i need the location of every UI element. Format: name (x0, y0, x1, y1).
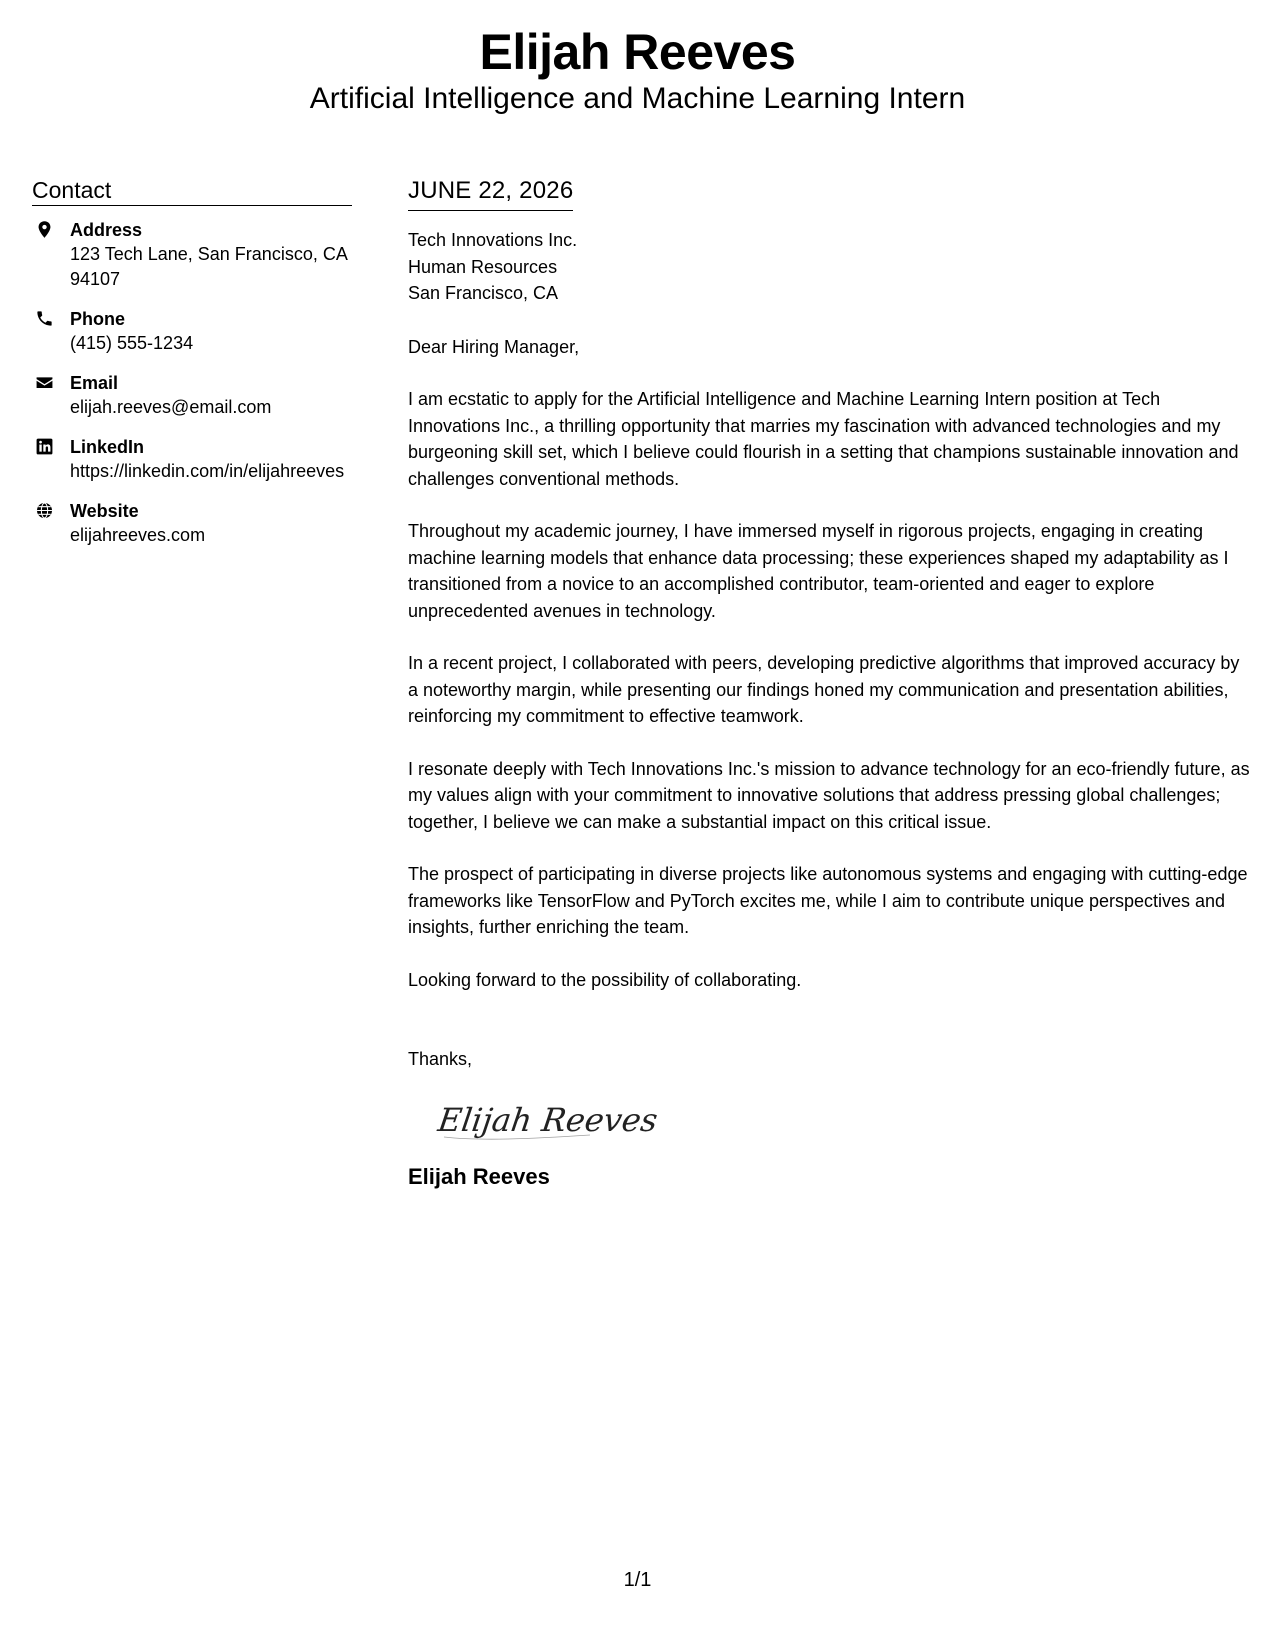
phone-value: (415) 555-1234 (70, 333, 194, 353)
linkedin-value: https://linkedin.com/in/elijahreeves (70, 461, 345, 481)
letter-paragraph: I resonate deeply with Tech Innovations Inc.'s mission to advance technology for an eco-friendly future, as my values align with your commitment to innovative solutions that address pressing global challenges; together, I believe we can make a substantial impact on this critical issue. (408, 758, 1250, 832)
contact-sidebar (32, 176, 352, 563)
signed-name: Elijah Reeves (408, 1163, 550, 1189)
closing: Thanks, (408, 1049, 473, 1069)
letter-paragraph: The prospect of participating in diverse projects like autonomous systems and engaging with cutting-edge frameworks like TensorFlow and PyTorch excites me, while I aim to contribute unique perspectives and insights, further enriching the team. (408, 864, 1248, 937)
address-value: 123 Tech Lane, San Francisco, CA 94107 (70, 244, 347, 289)
letter-paragraph: Throughout my academic journey, I have immersed myself in rigorous projects, engaging in creating machine learning models that enhance data processing; these experiences shaped my adaptability as I transitioned from a novice to an accomplished contributor, team-oriented and eager to explore unprecedented avenues in technology. (408, 521, 1229, 621)
page-number: 1/1 (623, 1569, 652, 1591)
phone-label: Phone (70, 309, 126, 329)
website-value: elijahreeves.com (70, 525, 206, 545)
contact-email (32, 371, 352, 420)
phone-icon (35, 309, 54, 328)
letter-paragraph: In a recent project, I collaborated with peers, developing predictive algorithms that improved accuracy by a noteworthy margin, while presenting our findings honed my communication and presentation abilities, reinforcing my commitment to effective teamwork. (408, 653, 1240, 726)
website-label: Website (70, 501, 139, 521)
salutation: Dear Hiring Manager, (408, 336, 580, 357)
globe-icon (35, 501, 54, 520)
linkedin-label: LinkedIn (70, 437, 145, 457)
linkedin-icon (35, 437, 54, 456)
recipient-department: Human Resources (408, 256, 558, 277)
signature-script: Elijah Reeves (435, 1100, 661, 1139)
email-label: Email (70, 373, 119, 393)
job-title: Artificial Intelligence and Machine Learning Intern (309, 82, 966, 115)
recipient-company: Tech Innovations Inc. (408, 230, 578, 250)
email-value: elijah.reeves@email.com (70, 397, 272, 417)
header (0, 22, 1275, 117)
letter-paragraph: Looking forward to the possibility of collaborating. (408, 969, 802, 990)
recipient-location: San Francisco, CA (408, 283, 559, 303)
map-pin-icon (35, 220, 54, 239)
letter-date: JUNE 22, 2026 (408, 176, 573, 211)
contact-linkedin (32, 435, 352, 484)
recipient-block (408, 227, 1253, 307)
handwritten-signature (435, 1095, 661, 1145)
cover-letter (408, 176, 1253, 1191)
letter-paragraph: I am ecstatic to apply for the Artificial Intelligence and Machine Learning Intern position at Tech Innovations Inc., a thrilling opportunity that marries my fascination with advanced technologies and my burgeoning skill set, which I believe could flourish in a setting that champions sustainable innovation and challenges conventional methods. (408, 389, 1239, 489)
contact-heading: Contact (32, 176, 352, 206)
envelope-icon (35, 373, 54, 392)
contact-address (32, 218, 352, 292)
contact-phone (32, 307, 352, 356)
applicant-name: Elijah Reeves (479, 24, 796, 80)
contact-website (32, 499, 352, 548)
address-label: Address (70, 220, 143, 240)
